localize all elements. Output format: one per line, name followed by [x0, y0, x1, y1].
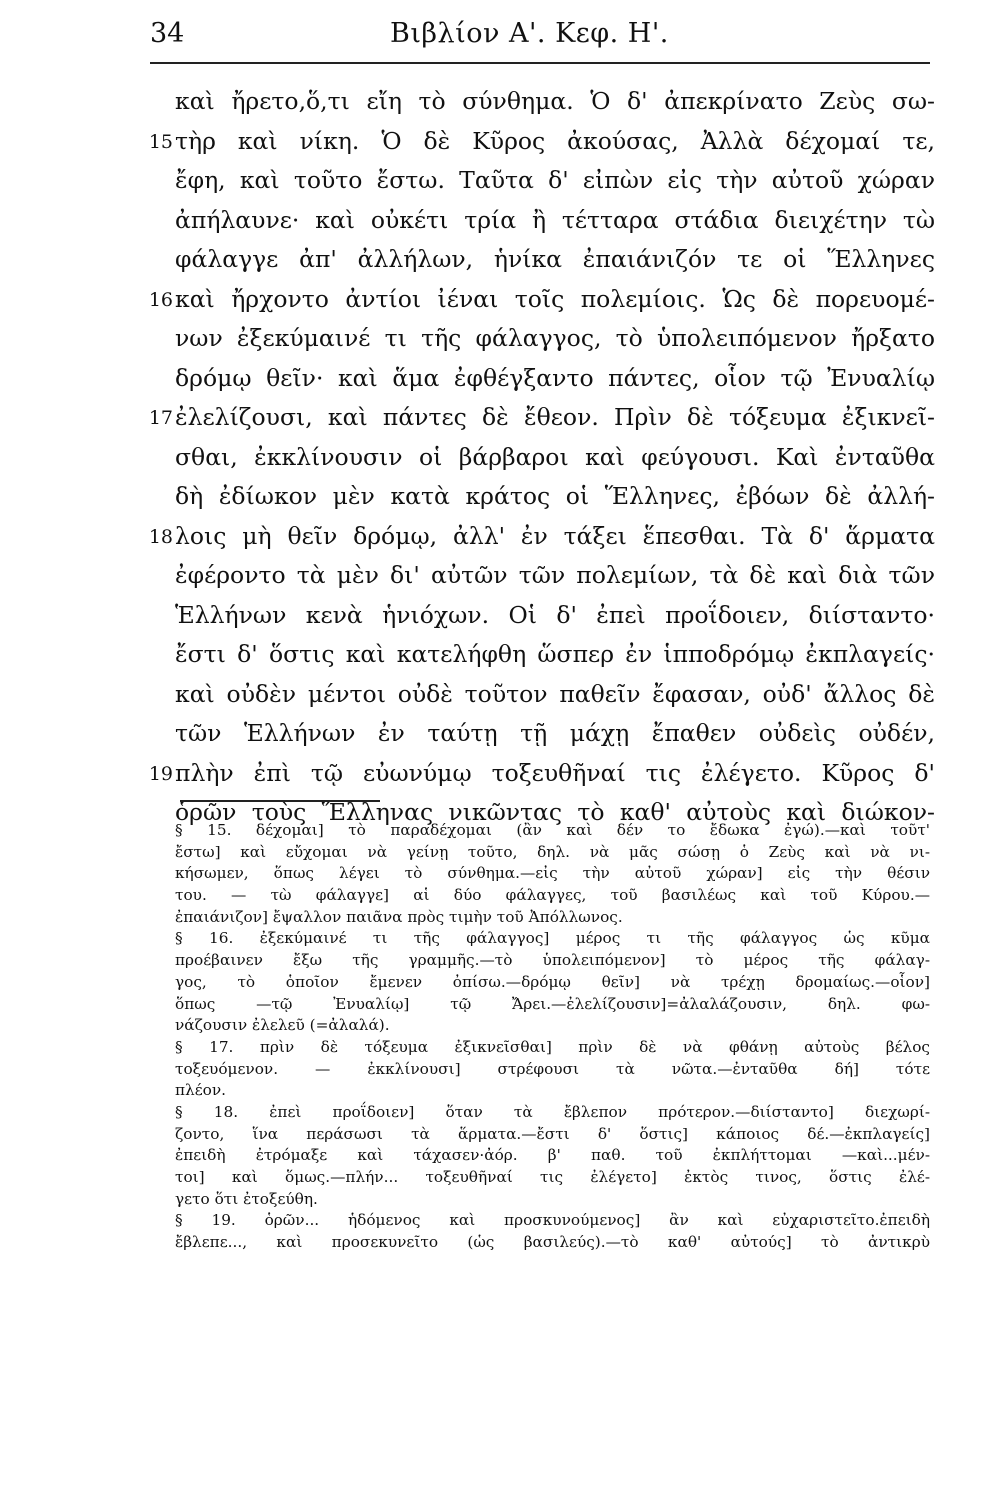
section-marker: 17 — [148, 407, 173, 429]
footnote-line: § 19. ὁρῶν... ἡδόμενος καὶ προσκυνούμενος] ἂν καὶ εὐχαριστεῖτο.ἐπειδὴ — [175, 1211, 930, 1230]
footnote-line: γετο ὅτι ἐτοξεύθη. — [175, 1189, 318, 1208]
text-line — [135, 714, 935, 754]
footnote-rule — [180, 800, 380, 802]
text-line — [135, 754, 935, 794]
text-line — [135, 240, 935, 280]
line-text: ἔστι δ' ὅστις καὶ κατελήφθη ὥσπερ ἐν ἱπποδρόμῳ ἐκπλαγείς· — [175, 640, 935, 668]
line-text: δὴ ἐδίωκον μὲν κατὰ κράτος οἱ Ἕλληνες, ἐβόων δὲ ἀλλή- — [175, 482, 935, 510]
line-text: καὶ οὐδὲν μέντοι οὐδὲ τοῦτον παθεῖν ἔφασαν, οὐδ' ἄλλος δὲ — [175, 679, 935, 708]
main-text — [135, 82, 935, 833]
text-line — [135, 477, 935, 517]
text-line — [135, 122, 935, 162]
footnote-line: § 17. πρὶν δὲ τόξευμα ἐξικνεῖσθαι] πρὶν δὲ νὰ φθάνῃ αὐτοὺς βέλος — [175, 1037, 930, 1056]
line-text: νων ἐξεκύμαινέ τι τῆς φάλαγγος, τὸ ὑπολειπόμενον ἤρξατο — [175, 324, 935, 352]
line-text: λοις μὴ θεῖν δρόμῳ, ἀλλ' ἐν τάξει ἕπεσθαι. Τὰ δ' ἅρματα — [175, 521, 935, 550]
footnote-line: § 18. ἐπεὶ προΐδοιεν] ὅταν τὰ ἔβλεπον πρότερον.—διίσταντο] διεχωρί- — [175, 1102, 930, 1121]
text-line — [135, 82, 935, 122]
text-line — [135, 517, 935, 557]
text-line — [135, 319, 935, 359]
line-text: ὁρῶν τοὺς Ἕλληνας νικῶντας τὸ καθ' αὐτοὺς καὶ διώκον- — [175, 798, 935, 826]
page-number: 34 — [150, 18, 185, 49]
footnote-line: ἔστω] καὶ εὔχομαι νὰ γείνῃ τοῦτο, δηλ. νὰ μᾶς σώσῃ ὁ Ζεὺς καὶ νὰ νι- — [175, 842, 930, 861]
line-text: δρόμῳ θεῖν· καὶ ἅμα ἐφθέγξαντο πάντες, οἷον τῷ Ἐνυαλίῳ — [175, 363, 935, 392]
text-line — [135, 596, 935, 636]
line-text: τῶν Ἑλλήνων ἐν ταύτῃ τῇ μάχῃ ἔπαθεν οὐδεὶς οὐδέν, — [175, 719, 935, 747]
section-marker: 16 — [148, 288, 173, 311]
text-line — [135, 556, 935, 596]
text-line — [135, 161, 935, 201]
footnote-line: ἔβλεπε..., καὶ προσεκυνεῖτο (ὡς βασιλεύς).—τὸ καθ' αὐτούς] τὸ ἀντικρὺ — [175, 1233, 930, 1252]
text-line — [135, 280, 935, 320]
line-text: πλὴν ἐπὶ τῷ εὐωνύμῳ τοξευθῆναί τις ἐλέγετο. Κῦρος δ' — [175, 758, 935, 787]
text-line — [135, 201, 935, 241]
footnote-line: κήσωμεν, ὅπως λέγει τὸ σύνθημα.—εἰς τὴν αὐτοῦ χώραν] εἰς τὴν θέσιν — [175, 864, 930, 883]
footnote-line: § 15. δέχομαι] τὸ παραδέχομαι (ἂν καὶ δέν το ἔδωκα ἐγώ).—καὶ τοῦτ' — [175, 821, 930, 839]
footnote-line: γος, τὸ ὁποῖον ἔμενεν ὀπίσω.—δρόμῳ θεῖν] νὰ τρέχῃ δρομαίως.—οἷον] — [175, 972, 930, 991]
section-marker: 15 — [148, 130, 173, 153]
text-line — [135, 438, 935, 478]
text-line — [135, 635, 935, 675]
footnote-line: ἐπαιάνιζον] ἔψαλλον παιᾶνα πρὸς τιμὴν τοῦ Ἀπόλλωνος. — [175, 907, 623, 926]
line-text: τὴρ καὶ νίκη. Ὁ δὲ Κῦρος ἀκούσας, Ἀλλὰ δέχομαί τε, — [175, 126, 935, 155]
line-text: ἔφη, καὶ τοῦτο ἔστω. Ταῦτα δ' εἰπὼν εἰς τὴν αὐτοῦ χώραν — [175, 166, 935, 194]
footnote-line: ἐπειδὴ ἐτρόμαξε καὶ τάχασεν·ἀόρ. β' παθ. τοῦ ἐκπλήττομαι —καὶ...μέν- — [175, 1146, 930, 1165]
line-text: Ἑλλήνων κενὰ ἡνιόχων. Οἱ δ' ἐπεὶ προΐδοιεν, διίσταντο· — [175, 600, 935, 629]
text-line — [135, 359, 935, 399]
section-marker: 18 — [148, 525, 173, 548]
section-marker: 19 — [148, 762, 173, 785]
running-head: Βιβλίον Α'. Κεφ. Η'. — [390, 18, 669, 49]
footnote-line: ὅπως —τῷ Ἐνυαλίῳ] τῷ Ἄρει.—ἐλελίζουσιν]=ἀλαλάζουσιν, δηλ. φω- — [175, 994, 930, 1013]
line-text: καὶ ἤρχοντο ἀντίοι ἰέναι τοῖς πολεμίοις. Ὡς δὲ πορευομέ- — [175, 284, 935, 313]
line-text: σθαι, ἐκκλίνουσιν οἱ βάρβαροι καὶ φεύγουσι. Καὶ ἐνταῦθα — [175, 442, 935, 471]
footnote-line: νάζουσιν ἐλελεῦ (=ἀλαλά). — [175, 1016, 390, 1035]
text-line — [135, 675, 935, 715]
footnote-line: τοξευόμενον. — ἐκκλίνουσι] στρέφουσι τὰ νῶτα.—ἐνταῦθα δή] τότε — [175, 1059, 930, 1078]
footnote-line: προέβαινεν ἔξω τῆς γραμμῆς.—τὸ ὑπολειπόμενον] τὸ μέρος τῆς φάλαγ- — [175, 951, 930, 970]
text-line — [135, 398, 935, 438]
footnote-line: τοι] καὶ ὅμως.—πλήν... τοξευθῆναί τις ἐλέγετο] ἐκτὸς τινος, ὅστις ἐλέ- — [175, 1168, 930, 1186]
line-text: ἐφέροντο τὰ μὲν δι' αὐτῶν τῶν πολεμίων, τὰ δὲ καὶ διὰ τῶν — [175, 561, 935, 589]
footnote-line: § 16. ἐξεκύμαινέ τι τῆς φάλαγγος] μέρος τι τῆς φάλαγγος ὡς κῦμα — [175, 929, 930, 948]
header-rule — [150, 62, 930, 64]
footnote-line: του. — τὼ φάλαγγε] αἱ δύο φάλαγγες, τοῦ βασιλέως καὶ τοῦ Κύρου.— — [175, 886, 930, 905]
footnote-line: πλέον. — [175, 1081, 227, 1100]
line-text: ἐλελίζουσι, καὶ πάντες δὲ ἔθεον. Πρὶν δὲ τόξευμα ἐξικνεῖ- — [175, 403, 935, 431]
line-text: φάλαγγε ἀπ' ἀλλήλων, ἡνίκα ἐπαιάνιζόν τε οἱ Ἕλληνες — [175, 245, 935, 273]
line-text: καὶ ἤρετο,ὅ,τι εἴη τὸ σύνθημα. Ὁ δ' ἀπεκρίνατο Ζεὺς σω- — [175, 87, 935, 115]
line-text: ἀπήλαυνε· καὶ οὐκέτι τρία ἢ τέτταρα στάδια διειχέτην τὼ — [175, 205, 935, 234]
footnote-line: ζοντο, ἵνα περάσωσι τὰ ἅρματα.—ἔστι δ' ὅστις] κάποιος δέ.—ἐκπλαγείς] — [175, 1124, 930, 1143]
footnotes — [175, 820, 930, 1254]
page-header — [150, 16, 920, 56]
